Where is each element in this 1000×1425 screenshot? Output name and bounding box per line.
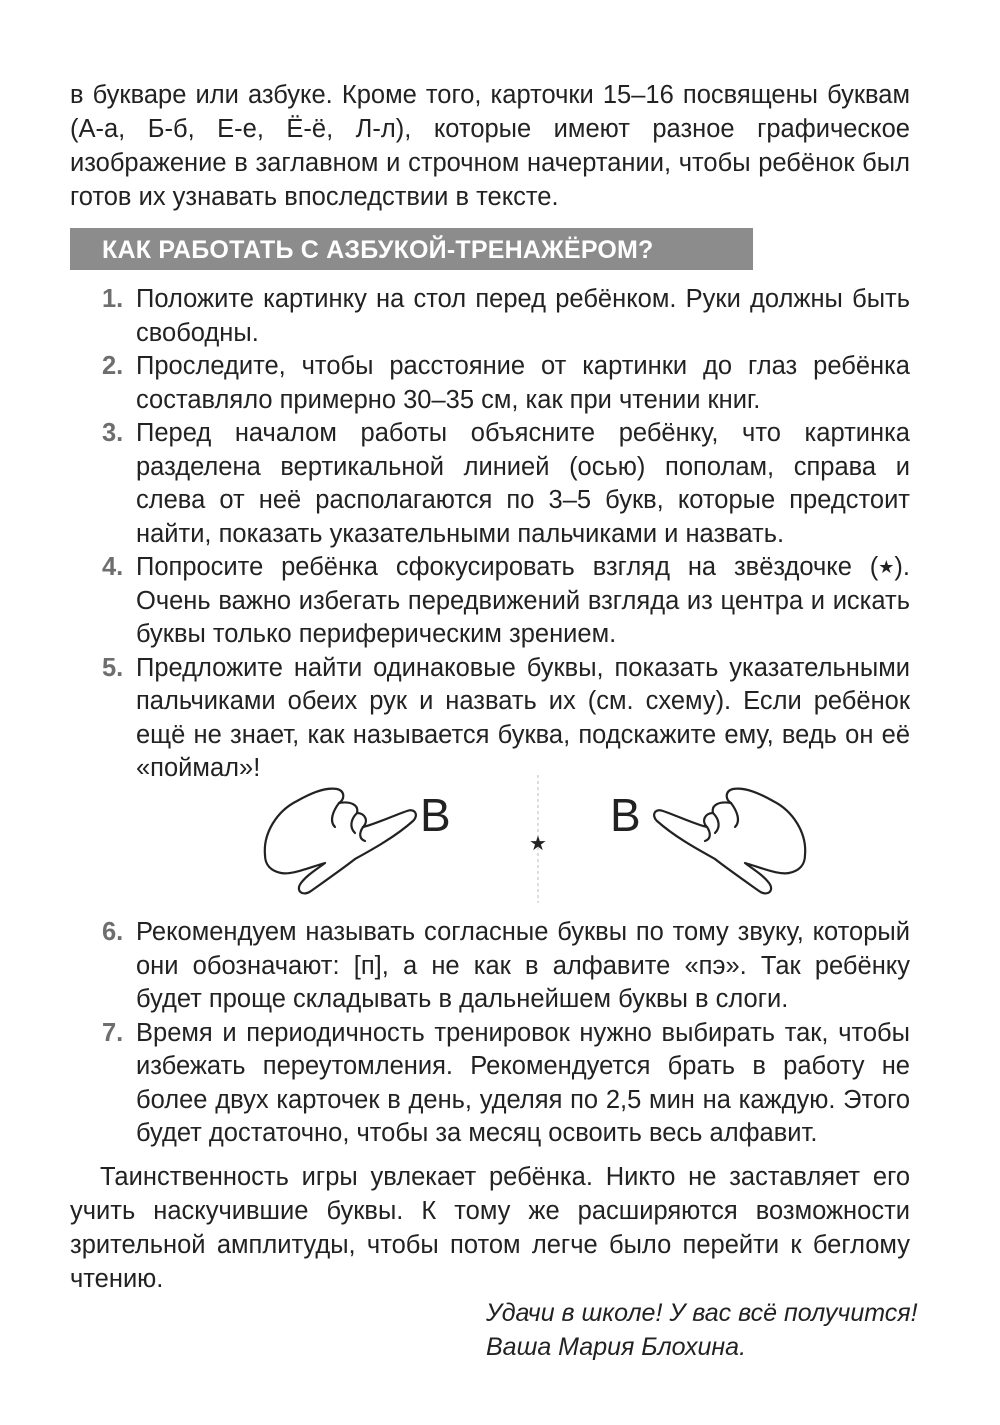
step-text: Предложите найти одинаковые буквы, показать указательными пальчиками обеих рук и назвать их (см. схему). Если ребёнок ещё не знает, как называется буква, подскажите ему, ведь он её «поймал»!: [136, 653, 910, 782]
step-text: [136, 551, 910, 652]
step-number: 1.: [102, 285, 124, 313]
step-3: [70, 417, 910, 551]
signature-block: [486, 1296, 926, 1364]
step-text-after: ). Очень важно избегать передвижений взгляда из центра и искать буквы только периферическим зрением.: [136, 553, 910, 648]
signature-line-1: Удачи в школе! У вас всё получится!: [486, 1299, 918, 1327]
step-text: Перед началом работы объясните ребёнку, что картинка разделена вертикальной линией (осью) пополам, справа и слева от неё располагаются по 3–5 букв, которые предстоит найти, показать указательными пальчиками и назвать.: [136, 419, 910, 548]
step-text: Проследите, чтобы расстояние от картинки до глаз ребёнка составляло примерно 30–35 см, как при чтении книг.: [136, 352, 910, 414]
closing-paragraph: Таинственность игры увлекает ребёнка. Никто не заставляет его учить наскучившие буквы. К тому же расширяются возможности зрительной амплитуды, чтобы потом легче было перейти к беглому чтению.: [70, 1163, 910, 1293]
scheme-letter-right: В: [610, 789, 641, 841]
star-icon: ★: [878, 557, 895, 577]
step-text: Положите картинку на стол перед ребёнком. Руки должны быть свободны.: [136, 285, 910, 347]
instructions-list-part2: [70, 916, 910, 1151]
step-number: 7.: [102, 1018, 124, 1047]
step-number: 2.: [102, 352, 124, 380]
instructions-list-part1: [70, 283, 910, 786]
intro-paragraph: в букваре или азбуке. Кроме того, карточки 15–16 посвящены буквам (А-а, Б-б, Е-е, Ё-ё, Л-л), которые имеют разное графическое изображение в заглавном и строчном начертании, чтобы ребёнок был готов их узнавать впоследствии в тексте.: [70, 81, 910, 211]
step-5: [70, 652, 910, 786]
scheme-illustration: [255, 775, 815, 905]
signature-line-2: Ваша Мария Блохина.: [486, 1333, 747, 1361]
step-number: 4.: [102, 553, 124, 581]
left-pointing-hand-icon: [265, 789, 416, 894]
right-pointing-hand-icon: [654, 789, 805, 894]
step-number: 3.: [102, 419, 124, 447]
step-2: [70, 350, 910, 417]
step-text: Рекомендуем называть согласные буквы по тому звуку, который они обозначают: [п], а не как в алфавите «пэ». Так ребёнку будет проще складывать в дальнейшем буквы в слоги.: [136, 918, 910, 1013]
step-6: [70, 916, 910, 1017]
step-number: 5.: [102, 653, 124, 682]
center-star-icon: ★: [529, 831, 547, 855]
step-4: [70, 551, 910, 652]
step-text: Время и периодичность тренировок нужно выбирать так, чтобы избежать переутомления. Рекомендуется брать в работу не более двух карточек в день, уделяя по 2,5 мин на каждую. Этого будет достаточно, чтобы за месяц освоить весь алфавит.: [136, 1018, 910, 1147]
step-7: [70, 1017, 910, 1151]
step-1: [70, 283, 910, 350]
section-heading-bar: [70, 228, 753, 270]
step-number: 6.: [102, 918, 124, 946]
section-heading: КАК РАБОТАТЬ С АЗБУКОЙ-ТРЕНАЖЁРОМ?: [102, 236, 654, 264]
step-text-before: Попросите ребёнка сфокусировать взгляд на звёздочке (: [136, 553, 879, 581]
scheme-letter-left: В: [420, 789, 451, 841]
